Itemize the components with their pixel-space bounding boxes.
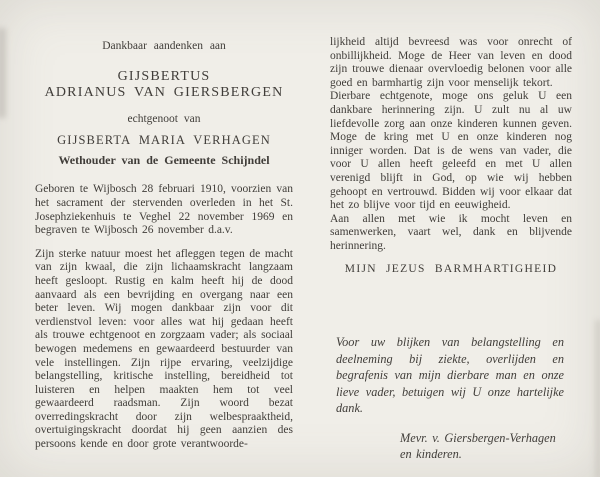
scan-artifact-right-edge <box>595 320 600 477</box>
memorial-text: Zijn sterke natuur moest het afleggen tegen de macht van zijn kwaal, die zijn lichaamskracht langzaam heeft gesloopt. Rustig en kalm heeft hij de dood aanvaard als een bevrijding en overgang naar een beter leven. Wij mogen dankbaar zijn voor dit verdienstvol leven: voor alles wat hij gedaan heeft als trouwe echtgenoot en zorgzaam vader; als sociaal bewogen medemens en gewaardeerd bestuurder van vele instellingen. Zijn rijpe ervaring, veelzijdige belangstelling, kritische instelling, bereidheid tot luisteren en helpen maakten hem tot veel gewaardeerd raadsman. Zijn woord bezat overredingskracht door zijn welbespraaktheid, overtuigingskracht doordat hij geen aanzien des persoons kende en door grote verantwoorde- <box>35 247 293 451</box>
thanks-paragraph: Voor uw blijken van belangstelling en deelneming bij ziekte, overlijden en begrafenis van mijn dierbare man en onze lieve vader, betuigen wij U onze hartelijke dank. <box>336 335 564 416</box>
dedication-line: Dankbaar aandenken aan <box>102 40 226 52</box>
scan-artifact-left-edge <box>0 28 6 118</box>
deceased-name-line2: ADRIANUS VAN GIERSBERGEN <box>44 85 284 101</box>
memorial-text-continued: lijkheid altijd bevreesd was voor onrecht of onbillijkheid. Moge de Heer van leven en dood zijn trouwe dienaar overvloedig belonen voor alle goed en barmhartig zijn voor menselijk tekort. <box>330 36 572 89</box>
signature <box>400 430 572 463</box>
prayer-motto: MIJN JEZUS BARMHARTIGHEID <box>344 262 558 275</box>
spouse-name: GIJSBERTA MARIA VERHAGEN <box>57 133 271 148</box>
spouse-intro: echtgenoot van <box>127 112 201 125</box>
address-to-wife-paragraph: Dierbare echtgenote, moge ons geluk U een dankbare herinnering zijn. U zult nu al uw liefdevolle zorg aan onze kinderen kunnen geven. Moge de kring met U en onze kinderen nog inniger worden. Dat is de wens van vader, die voor U allen heeft geleefd en met U allen verenigd blijft in God, op wie wij hebben gehoopt en vertrouwd. Bidden wij voor elkaar dat het zo blijve voor tijd en eeuwigheid. <box>330 90 572 212</box>
signature-children: en kinderen. <box>400 447 462 462</box>
birth-death-paragraph: Geboren te Wijbosch 28 februari 1910, voorzien van het sacrament der stervenden overleden in het St. Josephziekenhuis te Veghel 22 november 1969 en begraven te Wijbosch 26 november d.a.v. <box>35 183 293 237</box>
farewell-paragraph: Aan allen met wie ik mocht leven en samenwerken, vaart wel, dank en blijvende herinnering. <box>330 212 572 252</box>
memorial-card-right-page <box>330 0 572 463</box>
signature-name: Mevr. v. Giersbergen-Verhagen <box>400 430 556 445</box>
deceased-name <box>35 69 293 102</box>
memorial-card-left-page <box>35 0 293 452</box>
deceased-name-line1: GIJSBERTUS <box>117 68 211 84</box>
civic-title: Wethouder van de Gemeente Schijndel <box>58 152 270 167</box>
